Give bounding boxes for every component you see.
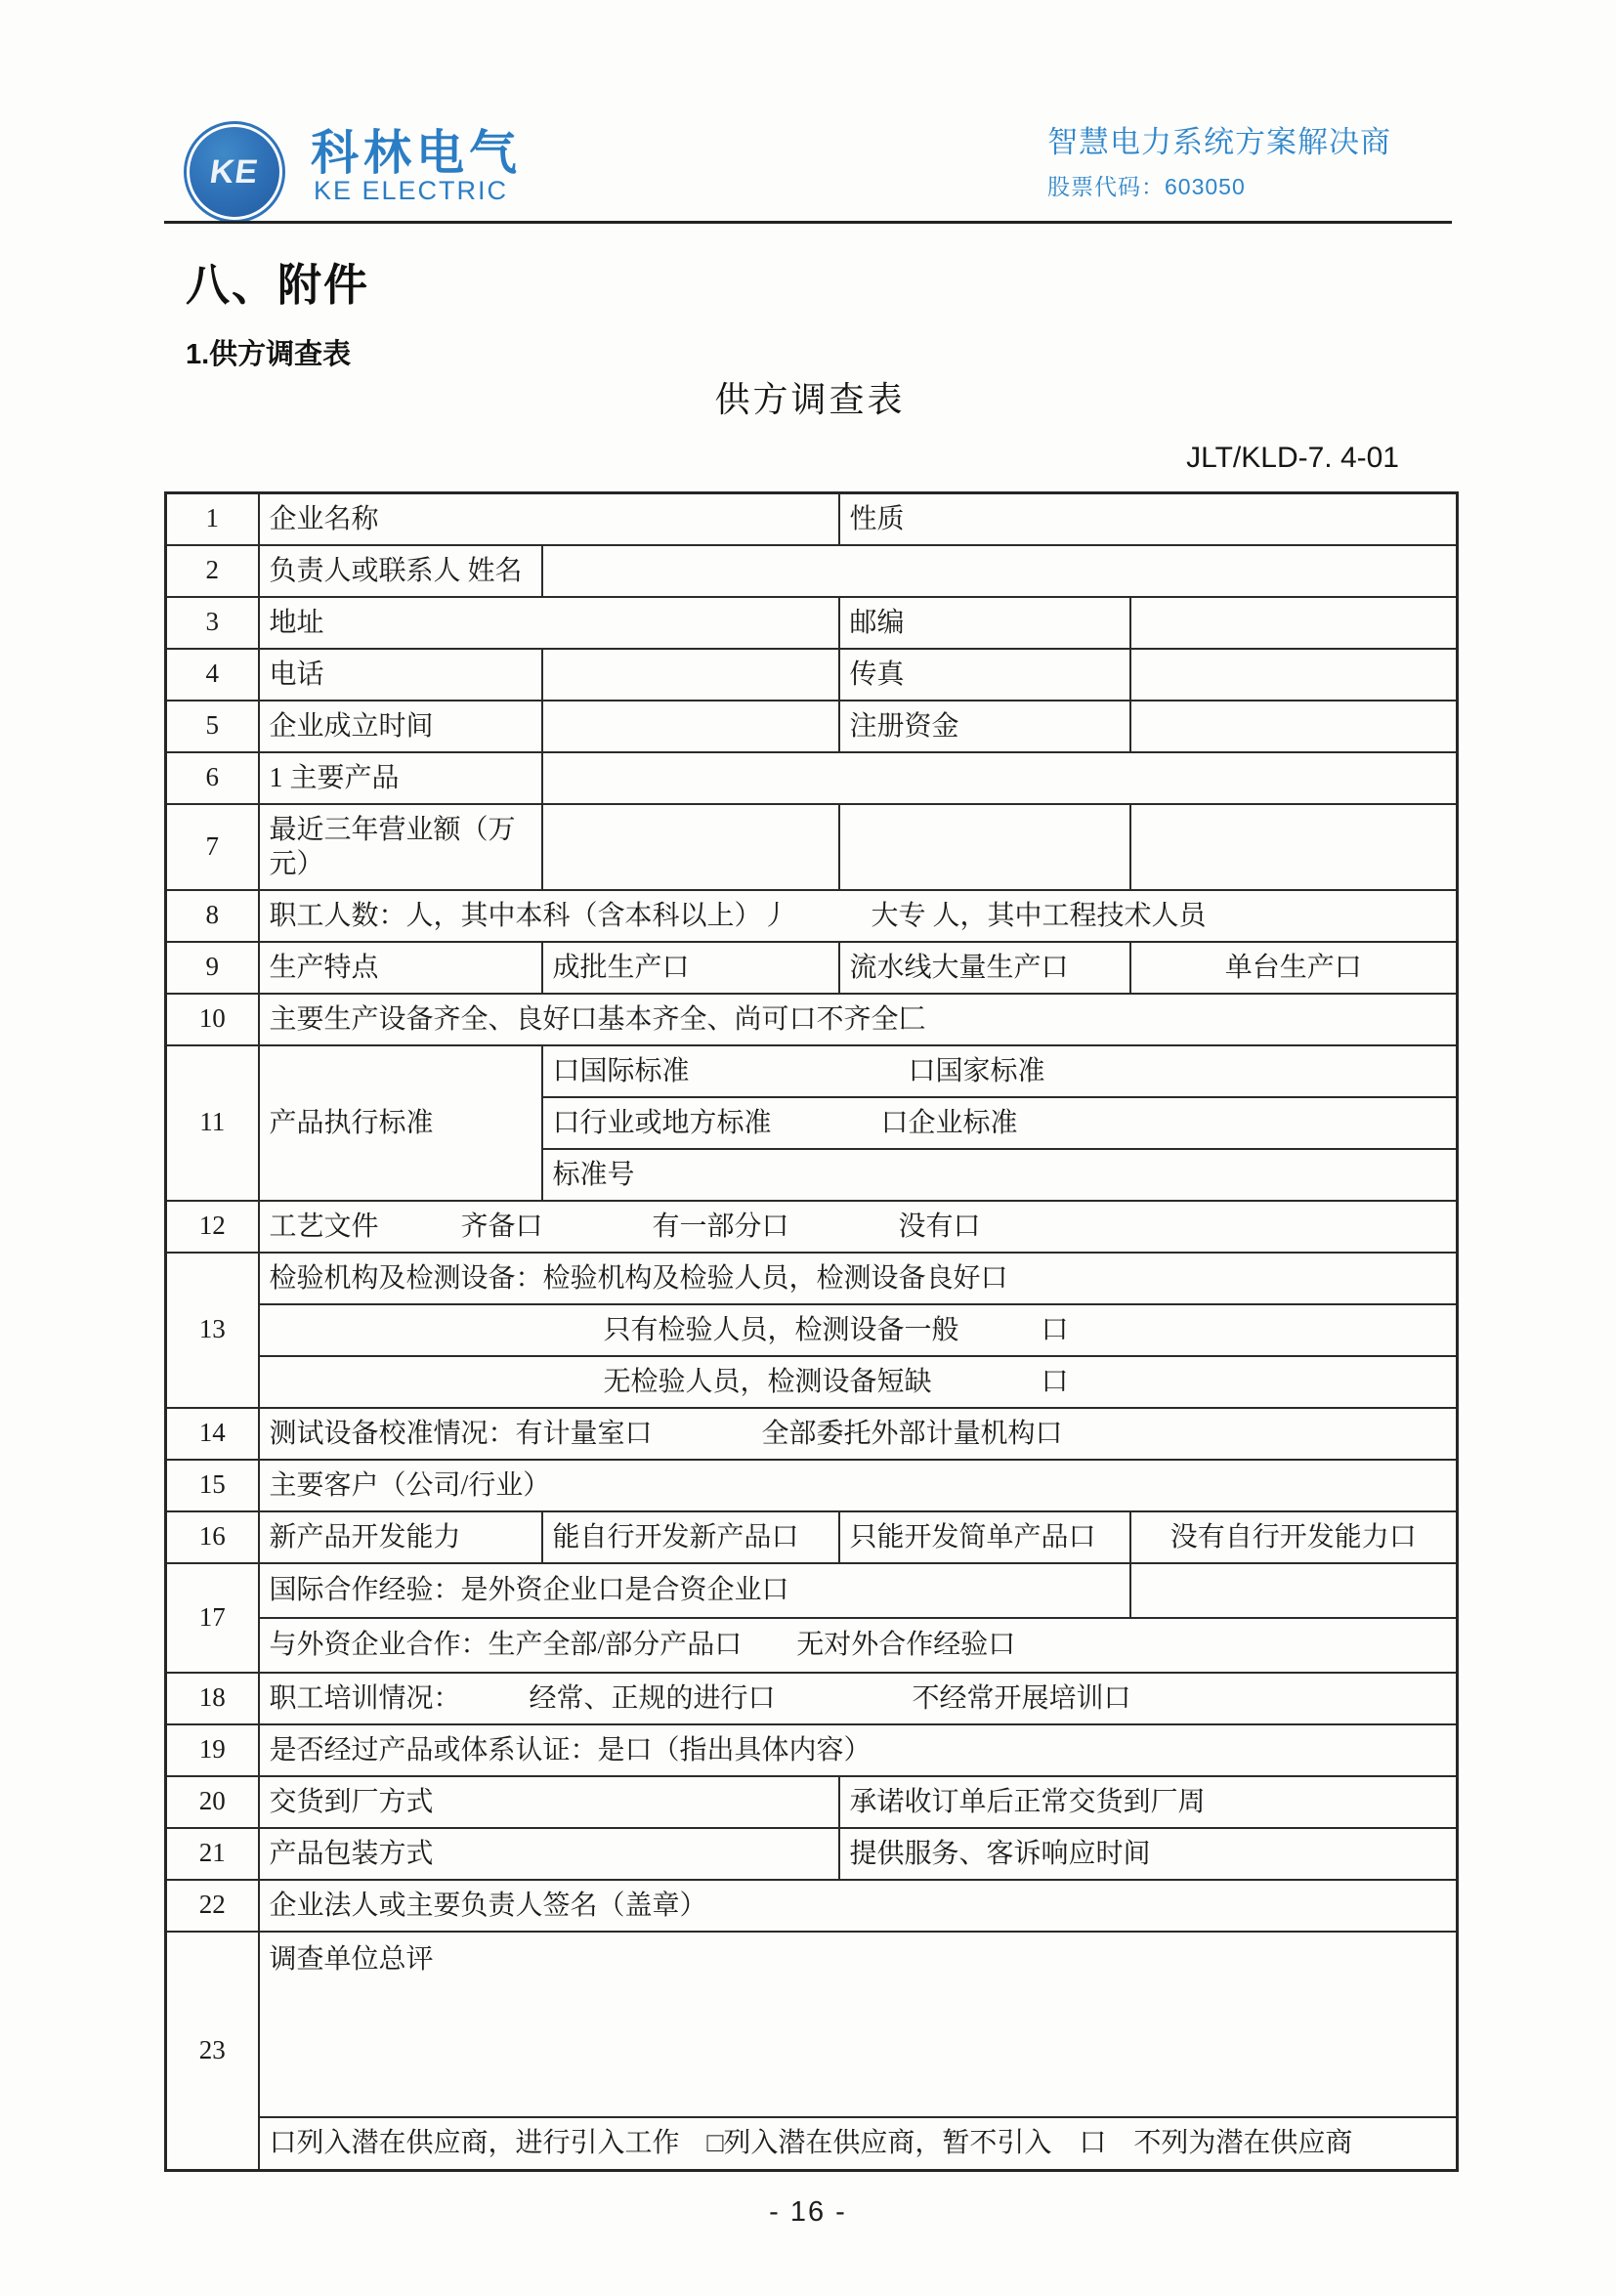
table-row-11a [166, 1045, 1458, 1097]
row-17-text-foreign-cooperation: 与外资企业合作：生产全部/部分产品口 无对外合作经验口 [259, 1618, 1458, 1673]
table-row-12 [166, 1201, 1458, 1253]
form-title: 供方调查表 [714, 379, 906, 419]
row-10-number: 10 [166, 994, 259, 1045]
table-row-4 [166, 649, 1458, 701]
row-18-number: 18 [166, 1673, 259, 1724]
table-row-22 [166, 1880, 1458, 1932]
row-22-text-signature: 企业法人或主要负责人签名（盖章） [259, 1880, 1458, 1932]
table-row-8 [166, 890, 1458, 942]
row-4-label-fax: 传真 [839, 649, 1130, 701]
row-14-number: 14 [166, 1408, 259, 1460]
table-row-13c [166, 1356, 1458, 1408]
row-9-option-batch: 成批生产口 [542, 942, 839, 994]
row-16-label-rnd-capability: 新产品开发能力 [259, 1511, 542, 1563]
row-2-label-contact-name: 负责人或联系人 姓名 [259, 545, 542, 597]
doc-code: JLT/KLD-7. 4-01 [1186, 442, 1399, 474]
table-row-1 [166, 493, 1458, 545]
row-4-label-phone: 电话 [259, 649, 542, 701]
table-row-16 [166, 1511, 1458, 1563]
row-17-value-blank [1130, 1563, 1458, 1618]
row-3-number: 3 [166, 597, 259, 649]
table-row-18 [166, 1673, 1458, 1724]
row-6-value-blank [542, 752, 1458, 804]
table-row-3 [166, 597, 1458, 649]
row-21-number: 21 [166, 1828, 259, 1880]
row-23-number: 23 [166, 1932, 259, 2171]
row-4-value-blank-2 [1130, 649, 1458, 701]
row-23-options-supplier-decision: 口列入潜在供应商，进行引入工作 □列入潜在供应商，暂不引入 口 不列为潜在供应商 [259, 2117, 1458, 2171]
row-13-number: 13 [166, 1253, 259, 1408]
row-11-options-industry-enterprise: 口行业或地方标准 口企业标准 [542, 1097, 1458, 1149]
row-6-label-main-products: 1 主要产品 [259, 752, 542, 804]
row-16-number: 16 [166, 1511, 259, 1563]
table-row-23a [166, 1932, 1458, 2117]
row-7-value-blank [542, 804, 839, 890]
row-5-number: 5 [166, 701, 259, 752]
ke-logo [184, 121, 285, 223]
row-5-label-registered-capital: 注册资金 [839, 701, 1130, 752]
subsection-title: 1.供方调查表 [186, 339, 352, 370]
header-right [1047, 117, 1391, 201]
row-4-value-blank [542, 649, 839, 701]
row-8-text-staff-count: 职工人数：人，其中本科（含本科以上）丿 大专 人，其中工程技术人员 [259, 890, 1458, 942]
row-6-number: 6 [166, 752, 259, 804]
table-row-10 [166, 994, 1458, 1045]
row-5-value-blank-2 [1130, 701, 1458, 752]
row-13-text-inspection-lacking: 无检验人员，检测设备短缺 口 [259, 1356, 1458, 1408]
row-7-label-revenue: 最近三年营业额（万元） [259, 804, 542, 890]
table-row-6 [166, 752, 1458, 804]
row-19-text-certification: 是否经过产品或体系认证：是口（指出具体内容） [259, 1724, 1458, 1776]
row-3-value-blank [1130, 597, 1458, 649]
row-12-text-process-documents: 工艺文件 齐备口 有一部分口 没有口 [259, 1201, 1458, 1253]
stock-code: 股票代码：603050 [1047, 174, 1246, 199]
row-2-number: 2 [166, 545, 259, 597]
row-19-number: 19 [166, 1724, 259, 1776]
row-11-number: 11 [166, 1045, 259, 1201]
table-row-17a [166, 1563, 1458, 1618]
row-22-number: 22 [166, 1880, 259, 1932]
row-16-option-simple-only: 只能开发简单产品口 [839, 1511, 1130, 1563]
page-number: - 16 - [769, 2196, 847, 2228]
company-slogan: 智慧电力系统方案解决商 [1047, 125, 1391, 159]
row-3-label-postcode: 邮编 [839, 597, 1130, 649]
row-20-label-delivery-promise: 承诺收订单后正常交货到厂周 [839, 1776, 1458, 1828]
table-row-13b [166, 1304, 1458, 1356]
row-1-label-nature: 性质 [839, 493, 1458, 545]
row-8-number: 8 [166, 890, 259, 942]
table-row-2 [166, 545, 1458, 597]
row-9-number: 9 [166, 942, 259, 994]
row-20-label-delivery-method: 交货到厂方式 [259, 1776, 839, 1828]
table-row-7 [166, 804, 1458, 890]
section-title: 八、附件 [186, 260, 370, 310]
row-20-number: 20 [166, 1776, 259, 1828]
row-1-number: 1 [166, 493, 259, 545]
row-13-text-inspection-good: 检验机构及检测设备：检验机构及检验人员，检测设备良好口 [259, 1253, 1458, 1304]
row-13-text-inspection-average: 只有检验人员，检测设备一般 口 [259, 1304, 1458, 1356]
row-16-option-none: 没有自行开发能力口 [1130, 1511, 1458, 1563]
row-2-value-blank [542, 545, 1458, 597]
table-row-5 [166, 701, 1458, 752]
row-18-text-training: 职工培训情况： 经常、正规的进行口 不经常开展培训口 [259, 1673, 1458, 1724]
row-3-label-address: 地址 [259, 597, 839, 649]
supplier-survey-table [164, 491, 1459, 2172]
row-4-number: 4 [166, 649, 259, 701]
row-11-options-intl-national: 口国际标准 口国家标准 [542, 1045, 1458, 1097]
header-divider [164, 221, 1452, 224]
table-row-15 [166, 1460, 1458, 1511]
row-16-option-self-develop: 能自行开发新产品口 [542, 1511, 839, 1563]
row-12-number: 12 [166, 1201, 259, 1253]
ke-logo-circle [190, 127, 279, 217]
row-5-value-blank [542, 701, 839, 752]
row-11-label-standard-number: 标准号 [542, 1149, 1458, 1201]
row-9-option-single-unit: 单台生产口 [1130, 942, 1458, 994]
table-row-14 [166, 1408, 1458, 1460]
row-15-text-main-customers: 主要客户（公司/行业） [259, 1460, 1458, 1511]
row-1-label-company-name: 企业名称 [259, 493, 839, 545]
table-row-20 [166, 1776, 1458, 1828]
row-17-number: 17 [166, 1563, 259, 1673]
row-14-text-calibration: 测试设备校准情况：有计量室口 全部委托外部计量机构口 [259, 1408, 1458, 1460]
row-10-text-equipment: 主要生产设备齐全、良好口基本齐全、尚可口不齐全匚 [259, 994, 1458, 1045]
table-row-13a [166, 1253, 1458, 1304]
ke-logo-monogram: KE [207, 152, 262, 191]
row-21-label-service-response: 提供服务、客诉响应时间 [839, 1828, 1458, 1880]
table-row-23b [166, 2117, 1458, 2171]
row-5-label-founding-date: 企业成立时间 [259, 701, 542, 752]
company-name-en: KE ELECTRIC [314, 176, 509, 205]
row-17-text-international-cooperation: 国际合作经验：是外资企业口是合资企业口 [259, 1563, 1130, 1618]
row-7-number: 7 [166, 804, 259, 890]
row-9-option-assembly-line: 流水线大量生产口 [839, 942, 1130, 994]
row-9-label-production-type: 生产特点 [259, 942, 542, 994]
row-21-label-packaging: 产品包装方式 [259, 1828, 839, 1880]
table-row-19 [166, 1724, 1458, 1776]
row-15-number: 15 [166, 1460, 259, 1511]
row-7-value-blank-3 [1130, 804, 1458, 890]
company-name-cn: 科林电气 [311, 127, 523, 180]
table-row-17b [166, 1618, 1458, 1673]
row-7-value-blank-2 [839, 804, 1130, 890]
table-row-21 [166, 1828, 1458, 1880]
row-11-label-product-standards: 产品执行标准 [259, 1045, 542, 1201]
row-23-text-overall-evaluation: 调查单位总评 [259, 1932, 1458, 2117]
table-row-9 [166, 942, 1458, 994]
